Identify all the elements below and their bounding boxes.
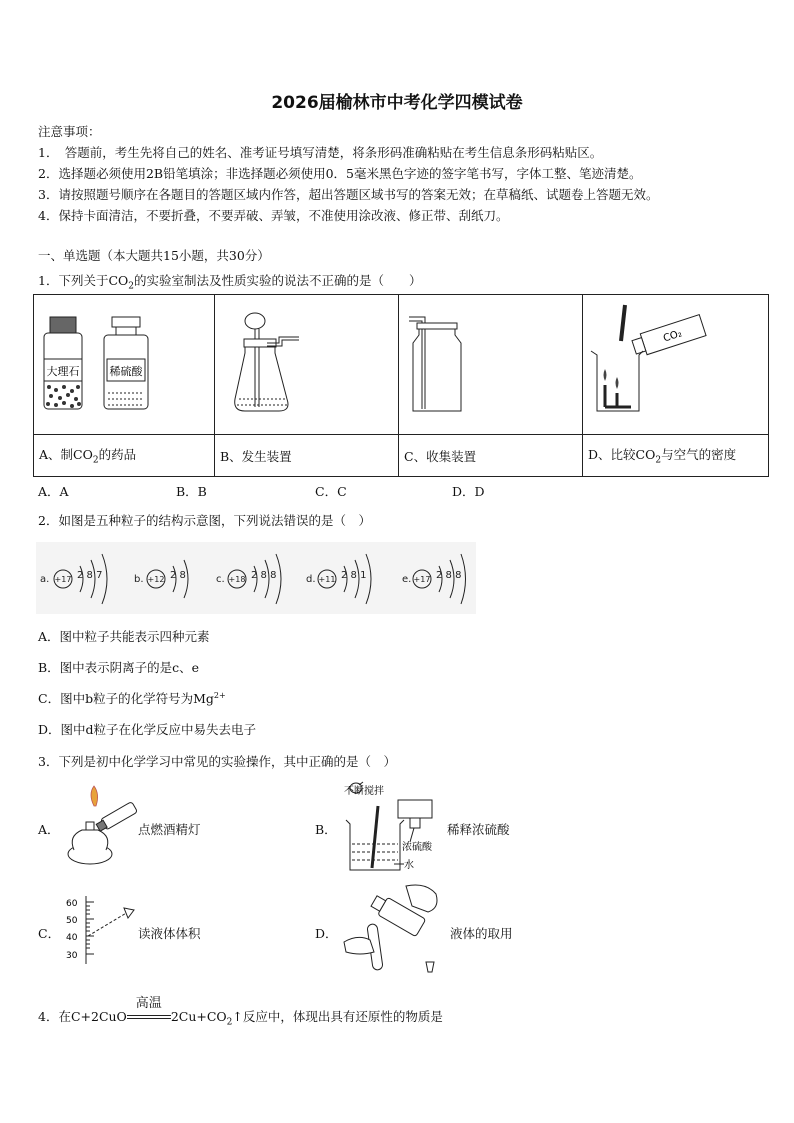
gas-label: CO₂ bbox=[661, 328, 684, 345]
label-conc-acid: 浓硫酸 bbox=[402, 842, 432, 853]
q3-option-d-letter[interactable]: D． bbox=[315, 926, 338, 941]
svg-text:2 8 8: 2 8 8 bbox=[436, 570, 462, 581]
q3-option-c-text: 读液体体积 bbox=[138, 926, 201, 941]
svg-text:a.: a. bbox=[40, 574, 50, 585]
liquid-transfer-figure bbox=[340, 882, 448, 978]
reagent-bottles-figure bbox=[34, 295, 215, 435]
q1-option-a[interactable]: A．A bbox=[38, 484, 69, 499]
q2-option-d[interactable]: D．图中d粒子在化学反应中易失去电子 bbox=[38, 722, 257, 737]
label-water: 水 bbox=[404, 860, 414, 871]
q3-option-a-text: 点燃酒精灯 bbox=[138, 822, 201, 837]
svg-text:2 8 8: 2 8 8 bbox=[251, 570, 277, 581]
tick-60: 60 bbox=[66, 899, 78, 909]
bottle-label-marble: 大理石 bbox=[46, 365, 80, 378]
svg-text:+11: +11 bbox=[318, 575, 336, 584]
q2-option-c[interactable]: C．图中b粒子的化学符号为$Mg^{2+}$ bbox=[38, 690, 226, 706]
alcohol-lamp-figure bbox=[60, 784, 138, 870]
q1-option-c[interactable]: C．C bbox=[315, 484, 347, 499]
q2-option-a[interactable]: A．图中粒子共能表示四种元素 bbox=[38, 629, 210, 644]
notice-item: 1． 答题前，考生先将自己的姓名、准考证号填写清楚，将条形码准确粘贴在考生信息条形码粘贴区。 bbox=[38, 145, 603, 160]
notice-item: 3．请按照题号顺序在各题目的答题区域内作答，超出答题区域书写的答案无效；在草稿纸、试题卷上答题无效。 bbox=[38, 187, 659, 202]
question-4-stem: 4．在C+2CuO 高温 $2Cu+CO_2↑$反应中，体现出具有还原性的物质是 bbox=[38, 995, 443, 1028]
tick-30: 30 bbox=[66, 951, 78, 961]
notice-item: 4．保持卡面清洁，不要折叠，不要弄破、弄皱，不准使用涂改液、修正带、刮纸刀。 bbox=[38, 208, 509, 223]
collection-apparatus-figure bbox=[399, 295, 583, 435]
page-title: 2026届榆林市中考化学四模试卷 bbox=[271, 93, 523, 113]
graduated-cylinder-figure bbox=[62, 892, 140, 966]
notice-item: 2．选择题必须使用2B铅笔填涂；非选择题必须使用0．5毫米黑色字迹的签字笔书写，字体工整、笔迹清楚。 bbox=[38, 166, 642, 181]
reaction-condition: 高温 bbox=[127, 1012, 171, 1024]
q3-option-b-letter[interactable]: B． bbox=[315, 822, 337, 837]
svg-text:d.: d. bbox=[306, 574, 316, 585]
caption-a: A、制$CO_2$的药品 bbox=[34, 435, 215, 477]
q3-option-c-letter[interactable]: C． bbox=[38, 926, 61, 941]
caption-c: C、收集装置 bbox=[399, 435, 583, 477]
section-heading: 一、单选题（本大题共15小题，共30分） bbox=[38, 248, 270, 263]
svg-text:+17: +17 bbox=[54, 575, 72, 584]
q2-option-b[interactable]: B．图中表示阴离子的是c、e bbox=[38, 660, 200, 675]
question-2-stem: 2．如图是五种粒子的结构示意图，下列说法错误的是（ ） bbox=[38, 513, 371, 528]
generation-apparatus-figure bbox=[215, 295, 399, 435]
dilute-acid-figure bbox=[336, 780, 446, 876]
svg-text:c.: c. bbox=[216, 574, 225, 585]
density-comparison-figure bbox=[583, 295, 769, 435]
svg-text:+12: +12 bbox=[147, 575, 165, 584]
bottle-label-acid: 稀硫酸 bbox=[109, 365, 143, 378]
caption-d: D、比较$CO_2$与空气的密度 bbox=[583, 435, 769, 477]
caption-b: B、发生装置 bbox=[215, 435, 399, 477]
particle-structure-diagram bbox=[36, 542, 476, 614]
svg-text:e.: e. bbox=[402, 574, 412, 585]
question-3-stem: 3．下列是初中化学学习中常见的实验操作，其中正确的是（ ） bbox=[38, 754, 396, 769]
svg-text:2 8 7: 2 8 7 bbox=[77, 570, 103, 581]
question-1-table bbox=[33, 294, 769, 477]
question-1-stem: 1．下列关于$CO_2$的实验室制法及性质实验的说法不正确的是（ ） bbox=[38, 273, 422, 292]
svg-text:b.: b. bbox=[134, 574, 144, 585]
label-stir: 不断搅拌 bbox=[344, 786, 384, 797]
q1-option-d[interactable]: D．D bbox=[452, 484, 485, 499]
svg-text:+17: +17 bbox=[413, 575, 431, 584]
q3-option-b-text: 稀释浓硫酸 bbox=[447, 822, 510, 837]
q1-option-b[interactable]: B．B bbox=[176, 484, 207, 499]
tick-40: 40 bbox=[66, 933, 78, 943]
svg-text:2 8 1: 2 8 1 bbox=[341, 570, 367, 581]
notice-heading: 注意事项： bbox=[38, 124, 101, 139]
q3-option-a-letter[interactable]: A． bbox=[38, 822, 60, 837]
q3-option-d-text: 液体的取用 bbox=[450, 926, 513, 941]
svg-text:2 8: 2 8 bbox=[170, 570, 186, 581]
tick-50: 50 bbox=[66, 916, 78, 926]
svg-text:+18: +18 bbox=[228, 575, 246, 584]
